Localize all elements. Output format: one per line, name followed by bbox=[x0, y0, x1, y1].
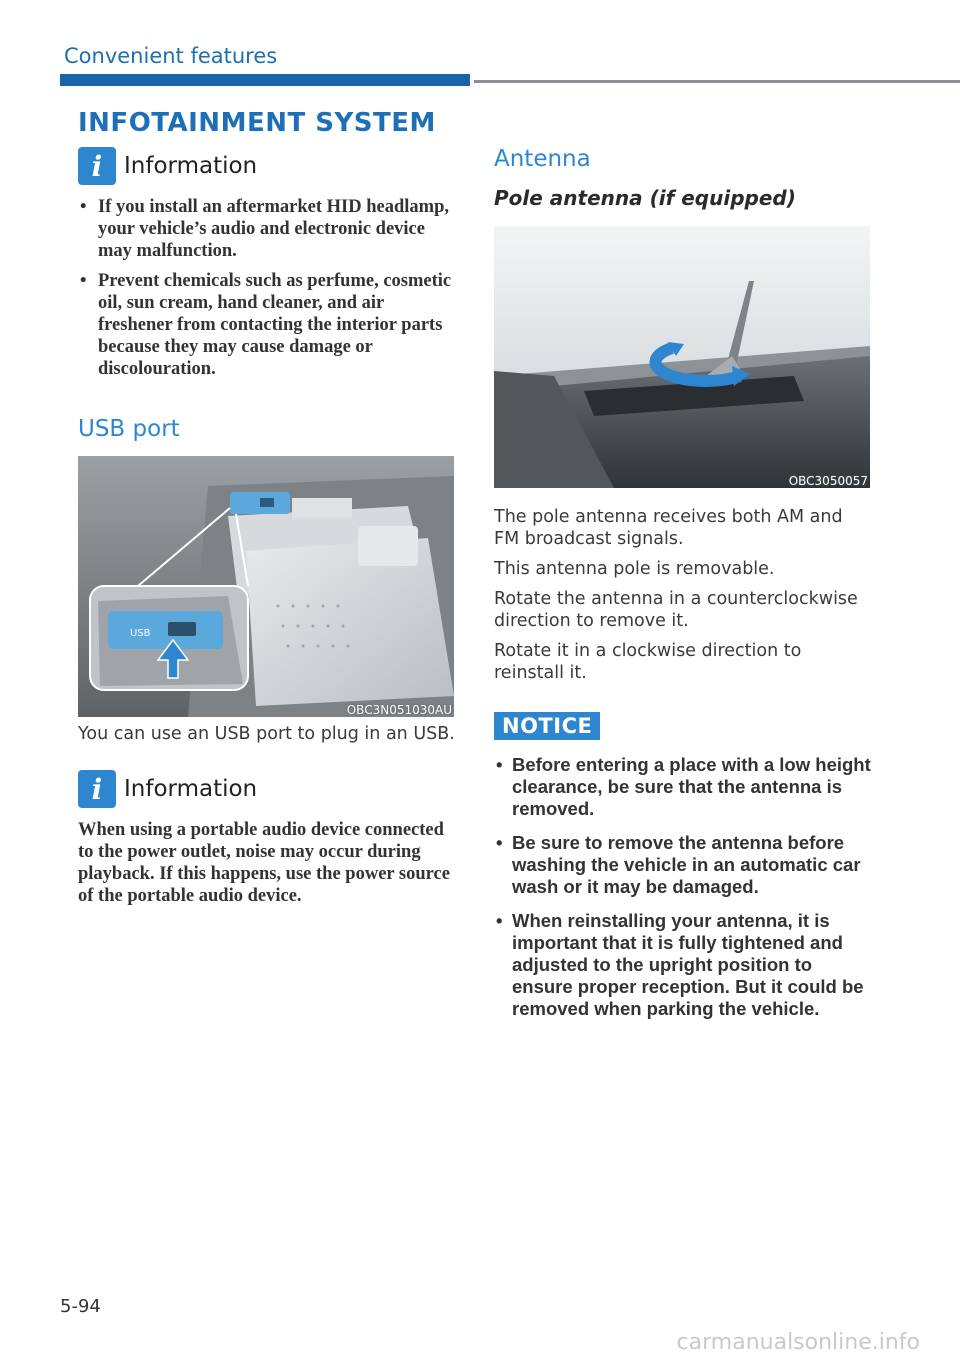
usb-port-illustration bbox=[78, 456, 454, 717]
info-paragraph: When using a portable audio device connected to the power outlet, noise may occur during playback. If this happens, use the power source of the portable audio device. bbox=[78, 820, 450, 906]
antenna-paragraph: The pole antenna receives both AM and FM broadcast signals. bbox=[494, 507, 843, 549]
usb-label-text: USB bbox=[130, 628, 151, 639]
figure-code: OBC3N051030AU bbox=[346, 703, 452, 717]
info-bullet: • Prevent chemicals such as perfume, cosmetic oil, sun cream, hand cleaner, and air freshener from contacting the interior parts because they may cause damage or discolouration. bbox=[78, 270, 456, 380]
info-title: Information bbox=[124, 153, 258, 179]
antenna-paragraph: Rotate it in a clockwise direction to reinstall it. bbox=[494, 641, 802, 683]
watermark: carmanualsonline.info bbox=[676, 1330, 920, 1355]
info-header bbox=[78, 146, 456, 186]
info-bullet: • If you install an aftermarket HID headlamp, your vehicle’s audio and electronic device may malfunction. bbox=[78, 196, 456, 262]
header-bar bbox=[60, 74, 470, 86]
header-rule bbox=[474, 80, 960, 83]
left-column bbox=[78, 146, 456, 907]
usb-port-figure bbox=[78, 456, 454, 717]
chapter-title: Convenient features bbox=[64, 44, 278, 68]
right-column bbox=[494, 146, 872, 1032]
info-icon: i bbox=[78, 147, 116, 185]
notice-bullet-list bbox=[494, 754, 872, 1020]
usb-port-text: You can use an USB port to plug in an USB. bbox=[78, 724, 455, 744]
pole-antenna-subheading: Pole antenna (if equipped) bbox=[494, 186, 796, 210]
page-number: 5-94 bbox=[60, 1296, 101, 1317]
info-title: Information bbox=[124, 776, 258, 802]
notice-badge: NOTICE bbox=[494, 712, 600, 740]
antenna-paragraph: Rotate the antenna in a counterclockwise direction to remove it. bbox=[494, 589, 858, 631]
figure-code: OBC3050057 bbox=[788, 474, 868, 488]
info-header bbox=[78, 769, 456, 809]
info-bullet-list bbox=[78, 196, 456, 380]
info-icon: i bbox=[78, 770, 116, 808]
notice-bullet: • When reinstalling your antenna, it is important that it is fully tightened and adjusted to the upright position to ensure proper reception. But it could be removed when parking the vehicle. bbox=[494, 910, 872, 1020]
usb-port-heading: USB port bbox=[78, 416, 180, 442]
notice-bullet: • Before entering a place with a low height clearance, be sure that the antenna is removed. bbox=[494, 754, 872, 820]
antenna-figure bbox=[494, 226, 870, 488]
antenna-paragraph: This antenna pole is removable. bbox=[494, 559, 775, 579]
antenna-heading: Antenna bbox=[494, 146, 591, 172]
section-title: INFOTAINMENT SYSTEM bbox=[78, 108, 436, 138]
antenna-illustration bbox=[494, 226, 870, 488]
notice-bullet: • Be sure to remove the antenna before washing the vehicle in an automatic car wash or it may be damaged. bbox=[494, 832, 872, 898]
